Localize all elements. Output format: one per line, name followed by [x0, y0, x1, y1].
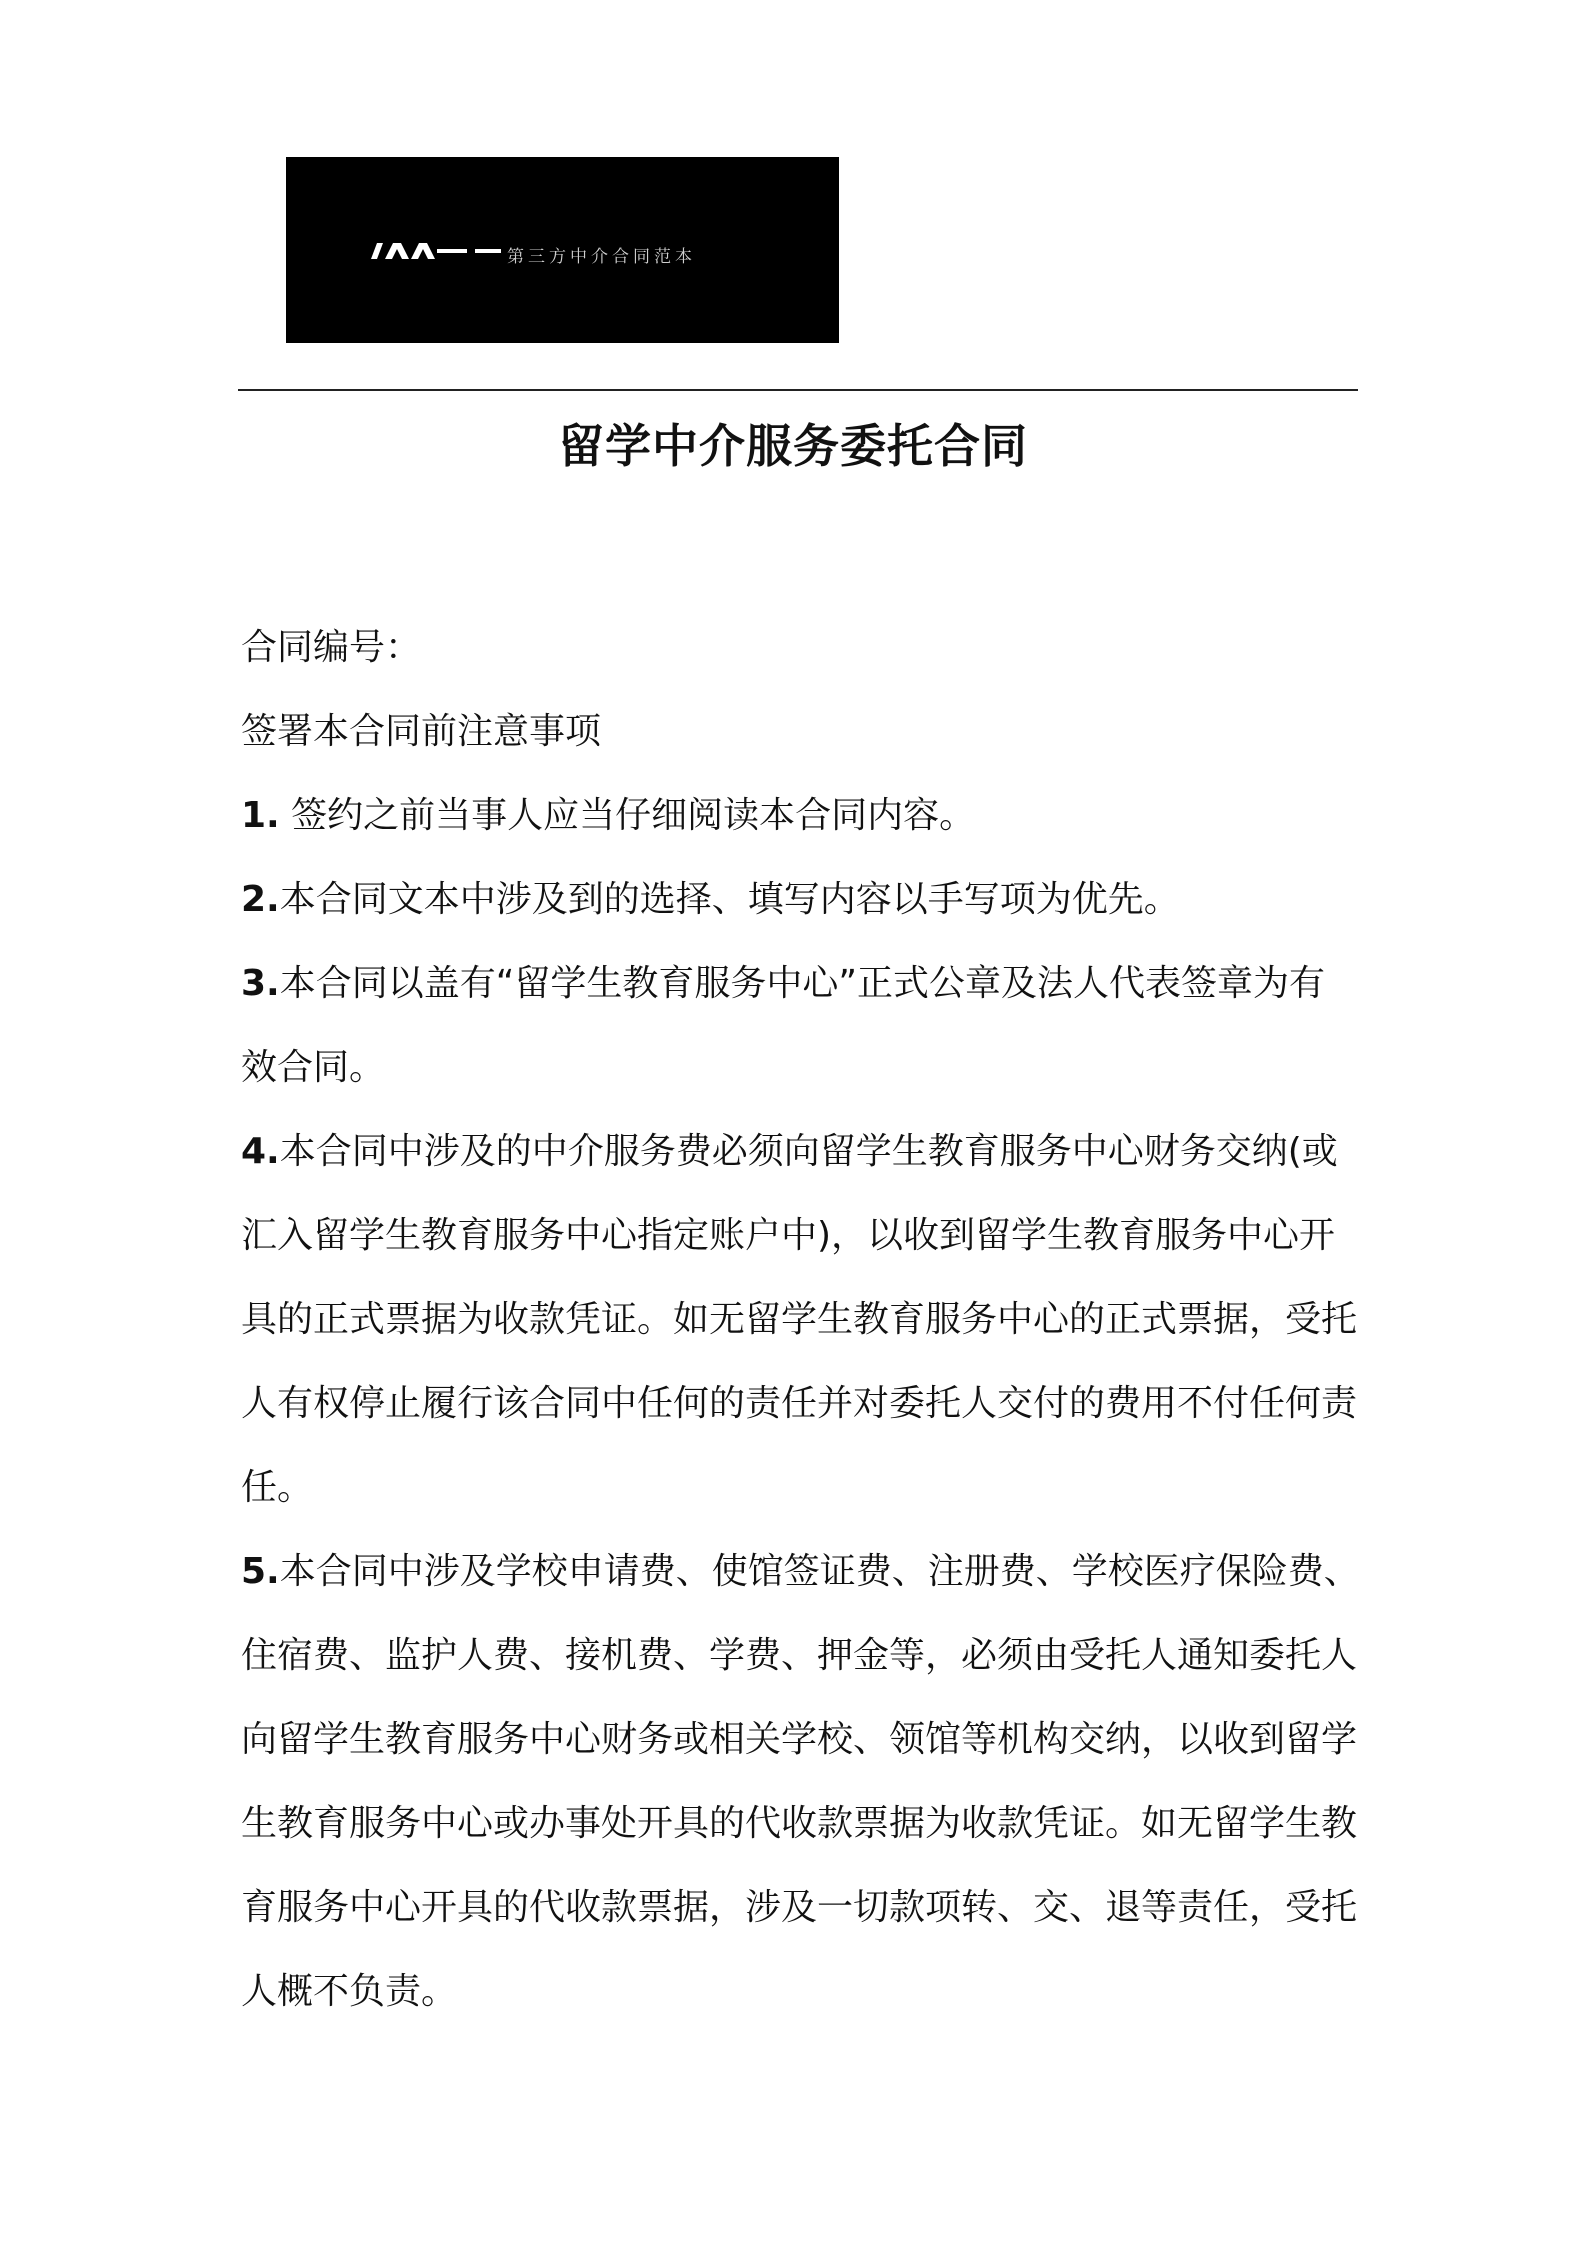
notice-text: 本合同中涉及的中介服务费必须向留学生教育服务中心财务交纳(或汇入留学生教育服务中心指定账户中)，以收到留学生教育服务中心开具的正式票据为收款凭证。如无留学生教育服务中心的正式票据，受托人有权停止履行该合同中任何的责任并对委托人交付的费用不付任何责任。	[241, 1131, 1358, 1508]
notice-item-4	[241, 1110, 1361, 1530]
notice-item-1	[241, 774, 1361, 858]
header-divider	[238, 389, 1358, 391]
notice-number: 5.	[241, 1551, 280, 1592]
company-logo-icon	[371, 243, 471, 259]
header-logo	[286, 157, 839, 343]
notice-number: 3.	[241, 963, 280, 1004]
contract-number-label: 合同编号：	[241, 627, 422, 668]
notice-number: 2.	[241, 879, 280, 920]
notice-item-5	[241, 1530, 1361, 2034]
document-title: 留学中介服务委托合同	[558, 419, 1028, 473]
notice-text: 本合同文本中涉及到的选择、填写内容以手写项为优先。	[279, 879, 1180, 920]
contract-body	[241, 606, 1361, 2034]
notice-text: 本合同以盖有“留学生教育服务中心”正式公章及法人代表签章为有效合同。	[241, 963, 1326, 1088]
logo-caption: 第三方中介合同范本	[507, 247, 696, 267]
notice-heading: 签署本合同前注意事项	[241, 711, 602, 752]
notice-text: 签约之前当事人应当仔细阅读本合同内容。	[279, 795, 976, 836]
notice-number: 1.	[241, 795, 280, 836]
notice-item-3	[241, 942, 1361, 1110]
logo-strip	[371, 243, 741, 267]
notice-item-2	[241, 858, 1361, 942]
notice-number: 4.	[241, 1131, 280, 1172]
notice-text: 本合同中涉及学校申请费、使馆签证费、注册费、学校医疗保险费、住宿费、监护人费、接机费、学费、押金等，必须由受托人通知委托人向留学生教育服务中心财务或相关学校、领馆等机构交纳，以收到留学生教育服务中心或办事处开具的代收款票据为收款凭证。如无留学生教育服务中心开具的代收款票据，涉及一切款项转、交、退等责任，受托人概不负责。	[241, 1551, 1360, 2012]
logo-dash	[475, 249, 501, 253]
